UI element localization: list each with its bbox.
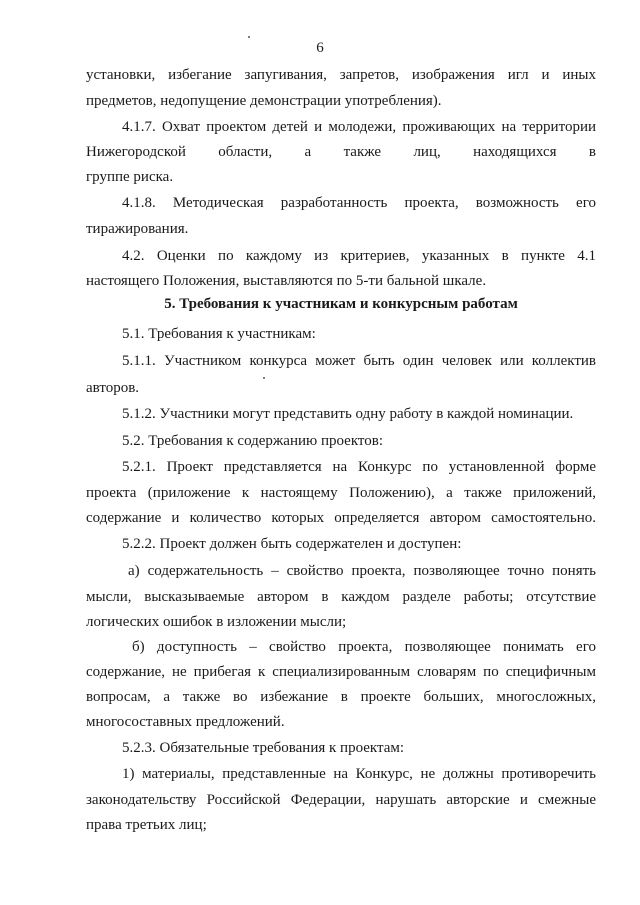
text-line: проекта (приложение к настоящему Положению), а также приложений, <box>86 485 596 501</box>
text-line: 5.2.1. Проект представляется на Конкурс по установленной форме <box>122 459 596 475</box>
text-line: 5.1.2. Участники могут представить одну работу в каждой номинации. <box>122 406 574 422</box>
text-line: содержание и количество которых определяется автором самостоятельно. <box>86 510 596 526</box>
text-line: а) содержательность – свойство проекта, позволяющее точно понять <box>128 563 596 579</box>
text-line: 4.2. Оценки по каждому из критериев, указанных в пункте 4.1 <box>122 248 596 264</box>
text-line: предметов, недопущение демонстрации употребления). <box>86 93 442 109</box>
section-heading: 5. Требования к участникам и конкурсным работам <box>164 296 518 312</box>
text-line: 5.1.1. Участником конкурса может быть один человек или коллектив <box>122 353 596 369</box>
text-line: мысли, высказываемые автором в каждом разделе работы; отсутствие <box>86 589 596 605</box>
text-line: законодательству Российской Федерации, нарушать авторские и смежные <box>86 792 596 808</box>
text-line: тиражирования. <box>86 221 189 237</box>
page-number: 6 <box>316 40 324 56</box>
text-line: 5.1. Требования к участникам: <box>122 326 316 342</box>
text-line: логических ошибок в изложении мысли; <box>86 614 347 630</box>
text-line: 1) материалы, представленные на Конкурс, не должны противоречить <box>122 766 596 782</box>
text-line: группе риска. <box>86 169 174 185</box>
text-line: многосоставных предложений. <box>86 714 285 730</box>
text-line: установки, избегание запугивания, запретов, изображения игл и иных <box>86 67 596 83</box>
text-line: Нижегородской области, а также лиц, находящихся в <box>86 144 596 160</box>
scan-speck <box>248 36 250 38</box>
text-line: 4.1.8. Методическая разработанность проекта, возможность его <box>122 195 596 211</box>
text-line: содержание, не прибегая к специализированным словарям по специфичным <box>86 664 596 680</box>
text-line: вопросам, а также во избежание в проекте больших, многосложных, <box>86 689 596 705</box>
text-line: 4.1.7. Охват проектом детей и молодежи, проживающих на территории <box>122 119 596 135</box>
text-line: настоящего Положения, выставляются по 5-ти бальной шкале. <box>86 273 487 289</box>
text-line: авторов. <box>86 380 140 396</box>
text-line: 5.2. Требования к содержанию проектов: <box>122 433 384 449</box>
text-line: права третьих лиц; <box>86 817 207 833</box>
text-line: б) доступность – свойство проекта, позволяющее понимать его <box>132 639 596 655</box>
text-line: 5.2.2. Проект должен быть содержателен и доступен: <box>122 536 462 552</box>
scan-speck <box>263 377 265 379</box>
text-line: 5.2.3. Обязательные требования к проектам: <box>122 740 405 756</box>
